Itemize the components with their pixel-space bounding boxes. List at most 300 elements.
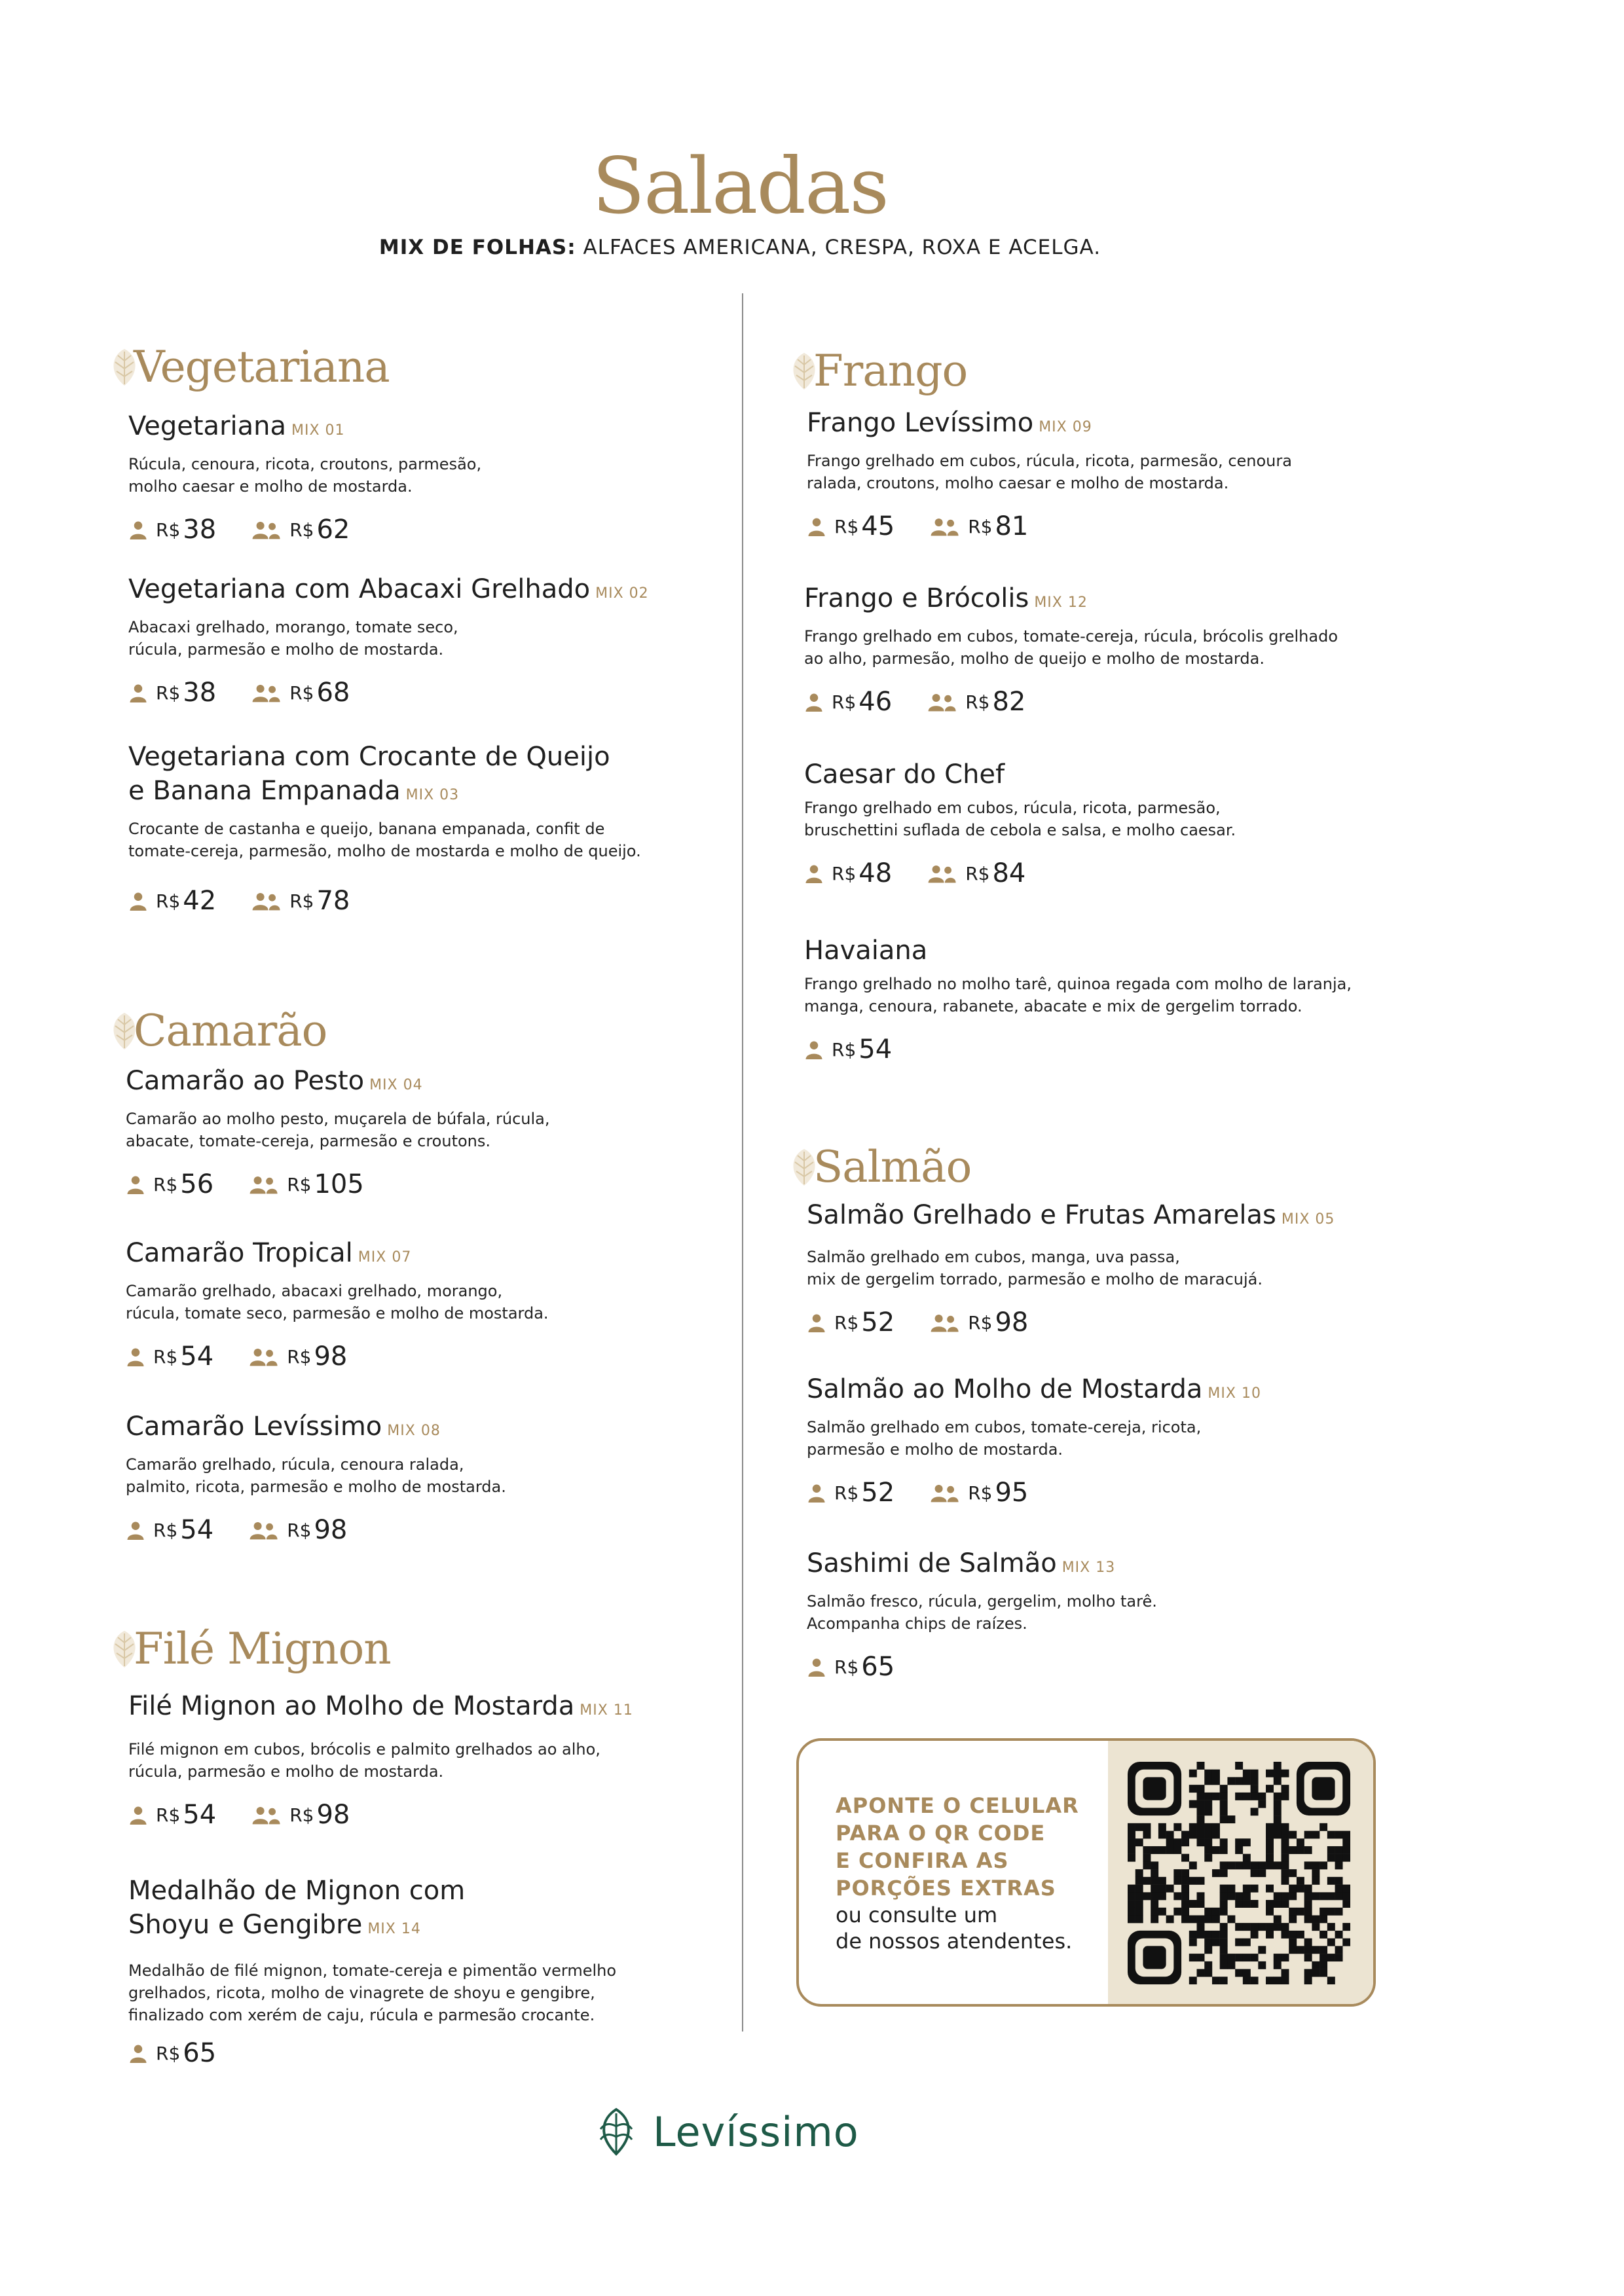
currency: R$ [153,1173,178,1195]
item-desc-line: Camarão ao molho pesto, muçarela de búfala, rúcula, [126,1110,550,1128]
qr-module [1243,1900,1251,1908]
qr-module [1235,1762,1243,1770]
qr-module [1266,1831,1274,1839]
item-desc-line: mix de gergelim torrado, parmesão e molho de maracujá. [807,1270,1263,1288]
item-desc-line: Frango grelhado em cubos, rúcula, ricota, parmesão, cenoura [807,452,1292,470]
person-icon [807,1312,826,1333]
qr-module [1243,1770,1251,1777]
currency: R$ [968,1482,993,1504]
qr-module [1251,1954,1259,1961]
price-double [929,1478,1028,1508]
people-icon [926,863,957,884]
qr-module [1251,1931,1259,1939]
qr-module [1235,1838,1243,1846]
item-mix: MIX 02 [595,585,649,602]
price-double [926,687,1025,717]
qr-module [1274,1800,1282,1808]
price-single [807,511,895,541]
qr-module [1342,1838,1350,1846]
item-desc-line: Salmão grelhado em cubos, tomate-cereja, ricota, [807,1418,1202,1436]
item-desc-line: parmesão e molho de mostarda. [807,1440,1063,1459]
qr-module [1342,1892,1350,1900]
qr-module [1281,1900,1289,1908]
item-name: Salmão ao Molho de Mostarda [807,1374,1203,1404]
qr-module [1220,1800,1228,1808]
qr-module [1281,1854,1289,1862]
item-desc-line: tomate-cereja, parmesão, molho de mostarda e molho de queijo. [128,842,641,860]
currency: R$ [832,1038,857,1061]
price-double [250,1800,350,1830]
qr-module [1243,1892,1251,1900]
item-name: Camarão Tropical [126,1238,353,1268]
qr-module [1181,1869,1189,1877]
qr-module [1243,1793,1251,1800]
qr-module [1212,1831,1220,1839]
item-name: Frango Levíssimo [807,408,1034,438]
qr-module [1281,1793,1289,1800]
qr-module [1320,1908,1327,1916]
qr-module [1327,1977,1335,1984]
category-camarao [106,1006,327,1056]
category-frango [786,346,967,396]
price-single [128,678,216,708]
qr-module [1197,1923,1205,1931]
qr-module [1304,1885,1312,1893]
qr-module [1304,1969,1312,1977]
qr-module [1342,1854,1350,1862]
qr-module [1289,1885,1297,1893]
qr-module [1281,1977,1289,1984]
qr-module [1251,1923,1259,1931]
price-value: 65 [861,1652,895,1682]
price-value: 54 [180,1341,214,1372]
item-mix: MIX 11 [580,1702,633,1719]
item-mix: MIX 10 [1208,1385,1261,1402]
price-value: 52 [861,1478,895,1508]
price-single [126,1169,213,1199]
qr-module [1158,1892,1166,1900]
item-mix: MIX 03 [405,787,460,803]
qr-module [1289,1939,1297,1946]
qr-module [1274,1923,1282,1931]
qr-module [1335,1892,1343,1900]
qr-module [1151,1885,1158,1893]
qr-module [1297,1908,1304,1916]
price-single [807,1307,895,1338]
qr-module [1151,1915,1158,1923]
qr-module [1181,1831,1189,1839]
item-name: Caesar do Chef [804,759,1005,790]
qr-module [1281,1969,1289,1977]
qr-module [1312,1969,1320,1977]
qr-module [1135,1869,1143,1877]
qr-module [1335,1846,1343,1854]
qr-module [1128,1908,1135,1916]
qr-module [1143,1861,1151,1869]
qr-module [1197,1823,1205,1831]
qr-module [1235,1777,1243,1785]
currency: R$ [832,691,857,713]
qr-module [1243,1861,1251,1869]
qr-module [1335,1908,1343,1916]
qr-module [1143,1823,1151,1831]
qr-headline: E CONFIRA AS [836,1848,1009,1873]
menu-item [807,1198,1396,1338]
price-double [929,1307,1028,1338]
qr-module [1327,1831,1335,1839]
qr-module [1197,1931,1205,1939]
qr-module [1235,1969,1243,1977]
qr-note: ou consulte um [836,1903,998,1927]
qr-module [1220,1954,1228,1961]
qr-module [1281,1892,1289,1900]
item-desc-line: grelhados, ricota, molho de vinagrete de shoyu e gengibre, [128,1984,595,2002]
qr-module [1235,1954,1243,1961]
qr-module [1243,1777,1251,1785]
qr-module [1266,1900,1274,1908]
price-single [128,886,216,916]
qr-module [1274,1777,1282,1785]
category-salmao [786,1142,971,1192]
qr-module [1181,1838,1189,1846]
qr-module [1135,1892,1143,1900]
price-value: 98 [314,1515,348,1545]
qr-module [1266,1908,1274,1916]
qr-module [1320,1823,1327,1831]
item-mix: MIX 12 [1034,594,1088,611]
qr-module [1135,1838,1143,1846]
qr-module [1304,1831,1312,1839]
currency: R$ [156,2042,181,2064]
item-desc-line: Camarão grelhado, rúcula, cenoura ralada, [126,1455,464,1474]
currency: R$ [289,682,314,704]
person-icon [128,1804,148,1825]
price-value: 98 [314,1341,348,1372]
currency: R$ [153,1519,178,1541]
qr-module [1181,1877,1189,1885]
price-single [126,1515,213,1545]
qr-module [1235,1923,1243,1931]
qr-module [1189,1831,1197,1839]
qr-module [1197,1762,1205,1770]
price-value: 38 [183,678,217,708]
qr-module [1289,1831,1297,1839]
menu-item [807,406,1396,541]
qr-module [1197,1815,1205,1823]
qr-module [1243,1854,1251,1862]
qr-module [1204,1838,1212,1846]
qr-module [1335,1931,1343,1939]
qr-module [1251,1793,1259,1800]
currency: R$ [834,1311,859,1334]
currency: R$ [156,519,181,541]
qr-headline: APONTE O CELULAR [836,1793,1079,1818]
qr-module [1251,1777,1259,1785]
qr-module [1135,1915,1143,1923]
qr-module [1312,1946,1320,1954]
people-icon [929,516,960,537]
qr-note: de nossos atendentes. [836,1929,1073,1954]
qr-callout [796,1738,1376,2007]
qr-module [1312,1892,1320,1900]
qr-module [1281,1861,1289,1869]
qr-module [1243,1923,1251,1931]
person-icon [804,1039,824,1060]
person-icon [126,1346,145,1367]
item-mix: MIX 08 [387,1423,441,1439]
qr-module [1235,1846,1243,1854]
qr-module [1212,1770,1220,1777]
item-desc-line: Crocante de castanha e queijo, banana empanada, confit de [128,820,605,838]
qr-module [1258,1793,1266,1800]
qr-module [1243,1838,1251,1846]
price-value: 56 [180,1169,214,1199]
qr-module [1128,1846,1135,1854]
price-single [807,1652,895,1682]
qr-module [1342,1885,1350,1893]
qr-module [1189,1900,1197,1908]
qr-module [1220,1885,1228,1893]
item-mix: MIX 04 [369,1077,423,1093]
qr-module [1266,1770,1274,1777]
qr-module [1143,1854,1151,1862]
qr-module [1281,1770,1289,1777]
qr-module [1335,1946,1343,1954]
person-icon [807,1482,826,1503]
price-value: 54 [180,1515,214,1545]
qr-module [1251,1900,1259,1908]
qr-module [1204,1823,1212,1831]
item-desc-line: Salmão grelhado em cubos, manga, uva passa, [807,1248,1180,1266]
qr-module [1158,1908,1166,1916]
qr-module [1274,1961,1282,1969]
item-desc-line: Salmão fresco, rúcula, gergelim, molho tarê. [807,1592,1157,1611]
item-name: Vegetariana com Crocante de Queijo [128,742,610,772]
qr-module [1166,1831,1174,1839]
qr-module [1135,1823,1143,1831]
qr-module [1197,1800,1205,1808]
qr-module [1281,1877,1289,1885]
qr-module [1327,1908,1335,1916]
qr-module [1204,1770,1212,1777]
qr-module [1189,1770,1197,1777]
price-single [126,1341,213,1372]
qr-module [1220,1923,1228,1931]
price-single [807,1478,895,1508]
price-double [926,858,1025,888]
people-icon [248,1174,279,1195]
qr-module [1173,1838,1181,1846]
qr-module [1197,1915,1205,1923]
menu-item [126,1410,715,1545]
qr-module [1204,1961,1212,1969]
qr-module [1297,1846,1304,1854]
qr-module [1181,1915,1189,1923]
person-icon [807,1656,826,1677]
qr-module [1243,1939,1251,1946]
qr-module [1281,1823,1289,1831]
qr-module [1197,1900,1205,1908]
qr-module [1212,1823,1220,1831]
qr-module [1189,1915,1197,1923]
qr-module [1304,1915,1312,1923]
qr-module [1197,1954,1205,1961]
qr-module [1189,1977,1197,1984]
qr-module [1266,1846,1274,1854]
qr-module [1320,1969,1327,1977]
qr-module [1251,1885,1259,1893]
qr-module [1312,1877,1320,1885]
qr-code[interactable] [1128,1762,1350,1984]
qr-headline: PORÇÕES EXTRAS [836,1876,1056,1901]
qr-module [1342,1846,1350,1854]
people-icon [929,1312,960,1333]
people-icon [248,1520,279,1540]
qr-module [1281,1846,1289,1854]
item-name: e Banana Empanada [128,776,401,806]
qr-module [1320,1861,1327,1869]
qr-module [1227,1815,1235,1823]
qr-module [1274,1823,1282,1831]
qr-module [1258,1923,1266,1931]
qr-module [1212,1777,1220,1785]
menu-item [128,1874,718,2068]
subtitle-bold: MIX DE FOLHAS: [378,236,576,259]
qr-module [1158,1823,1166,1831]
people-icon [250,682,282,703]
qr-module [1173,1846,1181,1854]
qr-module [1281,1831,1289,1839]
people-icon [929,1482,960,1503]
qr-module [1151,1869,1158,1877]
price-single [804,687,892,717]
qr-module [1274,1892,1282,1900]
item-desc-line: rúcula, tomate seco, parmesão e molho de mostarda. [126,1304,549,1322]
qr-module [1173,1823,1181,1831]
qr-module [1274,1831,1282,1839]
qr-module [1128,1823,1135,1831]
qr-module [1320,1915,1327,1923]
qr-module [1289,1946,1297,1954]
menu-item [128,572,718,708]
item-name: Camarão ao Pesto [126,1066,365,1096]
qr-module [1189,1931,1197,1939]
qr-module [1166,1885,1174,1893]
qr-module [1128,1892,1135,1900]
qr-module [1335,1861,1343,1869]
qr-module [1143,1892,1151,1900]
brand-name: Levíssimo [653,2107,859,2156]
qr-module [1128,1915,1135,1923]
qr-module [1220,1785,1228,1793]
item-mix: MIX 14 [367,1921,421,1937]
qr-module [1151,1861,1158,1869]
qr-module [1189,1800,1197,1808]
qr-module [1235,1939,1243,1946]
price-value: 48 [858,858,893,888]
qr-module [1297,1946,1304,1954]
qr-module [1128,1838,1135,1846]
qr-module [1181,1908,1189,1916]
qr-module [1312,1861,1320,1869]
qr-module [1327,1846,1335,1854]
price-value: 81 [995,511,1029,541]
person-icon [807,516,826,537]
item-desc-line: Abacaxi grelhado, morango, tomate seco, [128,618,458,636]
item-desc-line: Filé mignon em cubos, brócolis e palmito grelhados ao alho, [128,1740,600,1758]
qr-module [1204,1969,1212,1977]
qr-module [1220,1961,1228,1969]
qr-module [1204,1931,1212,1939]
price-single [804,1034,892,1065]
qr-module [1297,1877,1304,1885]
qr-module [1289,1892,1297,1900]
price-value: 78 [316,886,350,916]
currency: R$ [287,1519,312,1541]
item-desc-line: abacate, tomate-cereja, parmesão e croutons. [126,1132,491,1150]
page-title: Saladas [592,141,888,231]
qr-module [1220,1977,1228,1984]
qr-module [1128,1831,1135,1839]
qr-module [1274,1808,1282,1815]
menu-item [804,757,1393,888]
price-value: 68 [316,678,350,708]
qr-module [1151,1892,1158,1900]
price-value: 95 [995,1478,1029,1508]
price-double [250,515,350,545]
qr-module [1197,1831,1205,1839]
qr-module [1312,1869,1320,1877]
qr-module [1327,1954,1335,1961]
qr-module [1197,1877,1205,1885]
currency: R$ [156,890,181,912]
qr-module [1220,1931,1228,1939]
qr-module [1204,1939,1212,1946]
price-double [250,886,350,916]
qr-module [1320,1954,1327,1961]
qr-module [1266,1977,1274,1984]
person-icon [804,863,824,884]
menu-item [804,934,1393,1065]
people-icon [250,890,282,911]
qr-module [1158,1831,1166,1839]
price-value: 62 [316,515,350,545]
price-value: 82 [992,687,1026,717]
category-title: Camarão [134,1006,327,1056]
qr-module [1274,1900,1282,1908]
qr-module [1220,1900,1228,1908]
qr-module [1266,1823,1274,1831]
item-name: Filé Mignon ao Molho de Mostarda [128,1691,575,1721]
qr-module [1297,1885,1304,1893]
qr-module [1335,1877,1343,1885]
qr-module [1251,1861,1259,1869]
qr-module [1266,1838,1274,1846]
qr-module [1281,1931,1289,1939]
currency: R$ [289,1804,314,1826]
qr-module [1220,1838,1228,1846]
currency: R$ [834,1656,859,1678]
category-title: Filé Mignon [134,1624,391,1674]
subtitle-text: ALFACES AMERICANA, CRESPA, ROXA E ACELGA. [583,236,1101,259]
qr-module [1220,1908,1228,1916]
qr-module [1227,1885,1235,1893]
qr-module [1251,1770,1259,1777]
price-single [128,1800,216,1830]
qr-module [1235,1793,1243,1800]
category-title: Salmão [813,1142,972,1192]
qr-module [1289,1931,1297,1939]
